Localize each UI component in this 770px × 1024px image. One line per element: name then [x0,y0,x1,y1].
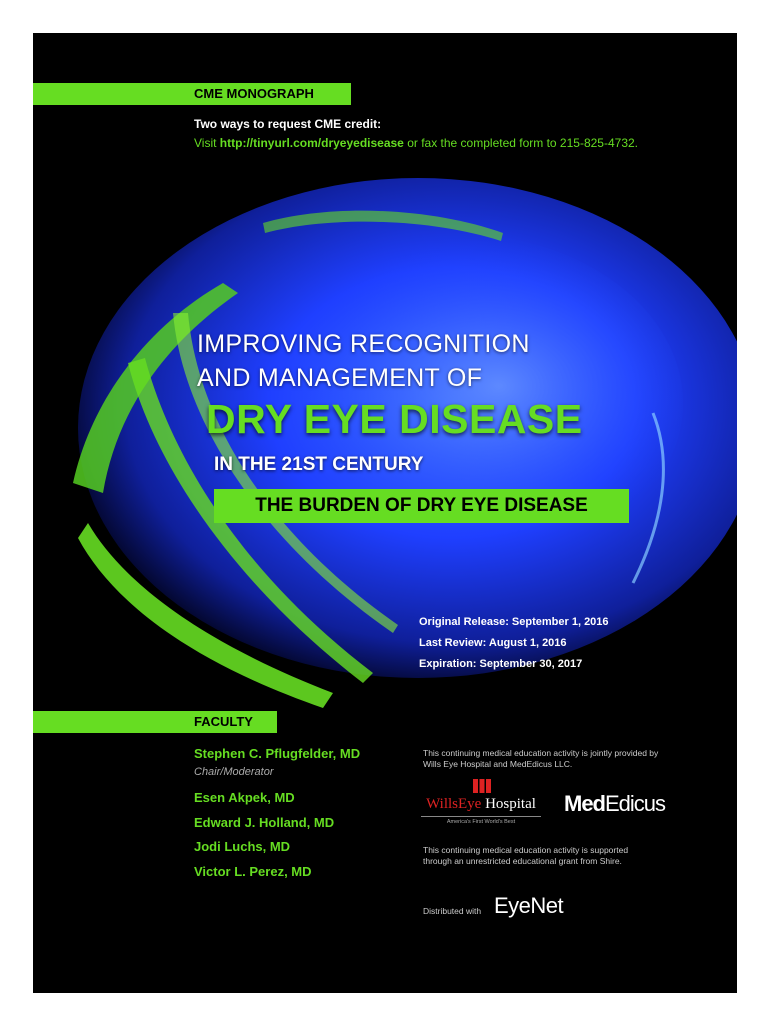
credit-suffix: or fax the completed form to 215-825-4732. [403,136,638,150]
review-date: Last Review: August 1, 2016 [419,637,567,649]
distributed-with-label: Distributed with [423,906,482,916]
subtitle-banner: THE BURDEN OF DRY EYE DISEASE [214,489,629,523]
grant-text-line: through an unrestricted educational grant from Shire. [423,856,622,866]
title-line-2: AND MANAGEMENT OF [197,364,483,392]
joint-provider-text [423,748,693,770]
faculty-chair-name: Stephen C. Pflugfelder, MD [194,746,361,761]
medicus-name-b: Edicus [605,791,666,816]
cme-monograph-tab: CME MONOGRAPH [33,83,351,105]
faculty-member: Esen Akpek, MD [194,790,295,805]
credit-instructions [194,136,638,150]
title-line-4: IN THE 21ST CENTURY [214,454,424,475]
release-date: Original Release: September 1, 2016 [419,616,609,628]
medicus-logo [564,791,665,817]
expiration-date: Expiration: September 30, 2017 [419,658,583,670]
faculty-member: Jodi Luchs, MD [194,839,291,854]
credit-url-link[interactable]: http://tinyurl.com/dryeyedisease [219,136,404,150]
credit-prefix: Visit [194,136,220,150]
faculty-chair-role: Chair/Moderator [194,766,274,778]
title-line-1: IMPROVING RECOGNITION [197,330,530,358]
wills-eye-wordmark [421,796,541,813]
faculty-tab: FACULTY [33,711,277,733]
eyenet-logo: EyeNet [494,893,564,918]
faculty-member: Edward J. Holland, MD [194,815,335,830]
grant-support-text [423,845,693,867]
wills-eye-name-a: WillsEye [426,796,482,812]
title-main: DRY EYE DISEASE [206,396,583,442]
wills-eye-mark-icon [473,779,491,793]
wills-eye-tagline: America's First World's Best [446,819,516,825]
joint-text-line: This continuing medical education activity is jointly provided by [423,748,659,758]
joint-text-line: Wills Eye Hospital and MedEdicus LLC. [423,759,573,769]
wills-eye-divider [421,816,541,817]
cover-page [33,33,737,993]
faculty-member: Victor L. Perez, MD [194,864,312,879]
grant-text-line: This continuing medical education activity is supported [423,845,629,855]
wills-eye-logo [421,779,541,829]
medicus-name-a: Med [564,791,605,816]
credit-heading: Two ways to request CME credit: [194,117,382,131]
wills-eye-name-b: Hospital [481,796,536,812]
